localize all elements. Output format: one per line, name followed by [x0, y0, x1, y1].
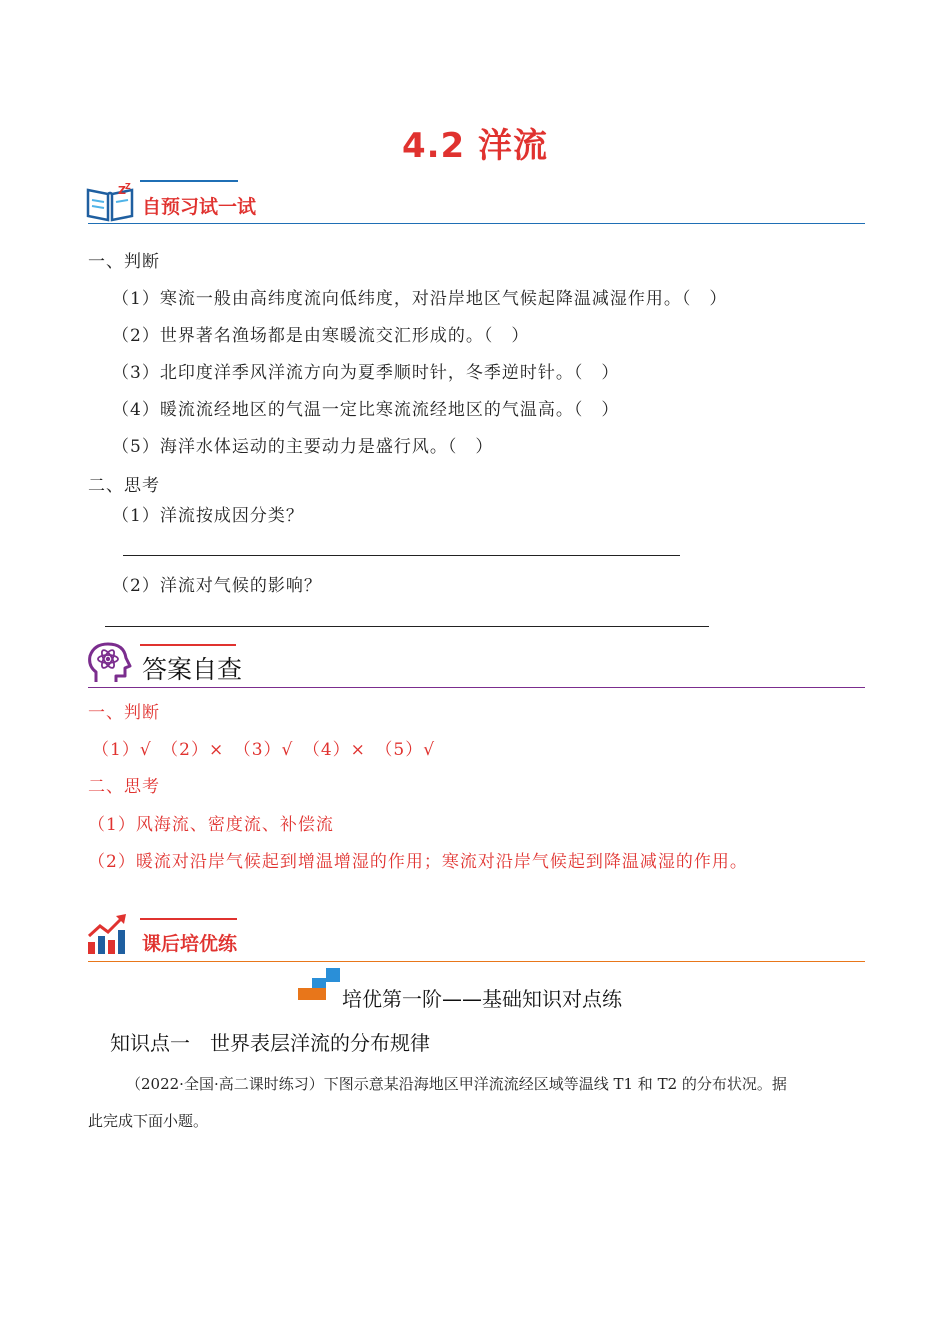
judge-item-1: （1）寒流一般由高纬度流向低纬度，对沿岸地区气候起降温减湿作用。（ ） [112, 289, 728, 309]
section-divider [88, 687, 865, 688]
section-heading-practice: 课后培优练 [142, 933, 238, 955]
question-intro-line2: 此完成下面小题。 [88, 1112, 209, 1130]
think-item-2: （2）洋流对气候的影响？ [112, 576, 322, 596]
level-title: 培优第一阶——基础知识对点练 [342, 987, 622, 1011]
judge-item-3: （3）北印度洋季风洋流方向为夏季顺时针，冬季逆时针。（ ） [112, 363, 620, 383]
stairs-icon [298, 968, 340, 1002]
page-title: 4.2 洋流 [401, 126, 549, 166]
judge-item-5: （5）海洋水体运动的主要动力是盛行风。（ ） [112, 437, 494, 457]
knowledge-point-title: 知识点一 世界表层洋流的分布规律 [110, 1031, 430, 1055]
section-heading-answers: 答案自查 [142, 655, 243, 684]
svg-text:Z: Z [118, 184, 126, 197]
heading-accent-line [140, 918, 237, 920]
answer-part1-label: 一、判断 [88, 703, 160, 723]
heading-accent-line [140, 180, 238, 182]
answer-blank-line-2 [105, 626, 709, 627]
section-divider [88, 961, 865, 962]
answer-part2-label: 二、思考 [88, 777, 160, 797]
question-intro-line1: （2022·全国·高二课时练习）下图示意某沿海地区甲洋流流经区域等温线 T1 和 T2 的分布状况。据 [126, 1075, 787, 1093]
answer-blank-line-1 [123, 555, 680, 556]
book-icon [84, 182, 136, 222]
judge-answers: （1）√ （2）× （3）√ （4）× （5）√ [92, 740, 436, 760]
part1-label: 一、判断 [88, 252, 160, 272]
heading-accent-line [140, 644, 236, 646]
section-divider [88, 223, 865, 224]
growth-chart-icon [86, 912, 130, 956]
judge-item-2: （2）世界著名渔场都是由寒暖流交汇形成的。（ ） [112, 326, 530, 346]
think-answer-1: （1）风海流、密度流、补偿流 [88, 815, 334, 835]
section-heading-preview: 自预习试一试 [142, 196, 257, 218]
svg-text:Z: Z [125, 182, 131, 191]
part2-label: 二、思考 [88, 476, 160, 496]
brain-atom-icon [86, 640, 132, 686]
judge-item-4: （4）暖流流经地区的气温一定比寒流流经地区的气温高。（ ） [112, 400, 620, 420]
think-item-1: （1）洋流按成因分类？ [112, 506, 304, 526]
think-answer-2: （2）暖流对沿岸气候起到增温增湿的作用；寒流对沿岸气候起到降温减湿的作用。 [88, 852, 748, 872]
